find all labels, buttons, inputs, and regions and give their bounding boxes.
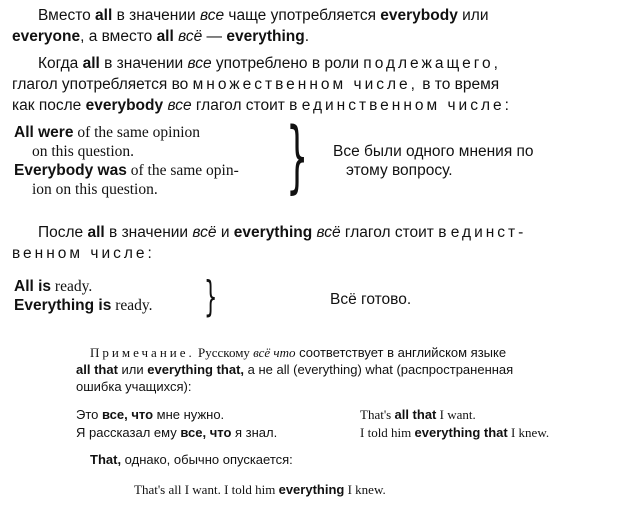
paragraph-1-line-1: Вместо all в значении все чаще употребляется everybody или xyxy=(38,7,489,24)
example-4: That's all I want. I told him everything I knew. xyxy=(134,482,386,497)
paragraph-2-line-3: как после everybody все глагол стоит в единственном числе: xyxy=(12,97,512,114)
note-line-2: all that или everything that, а не all (everything) what (распространенная xyxy=(76,362,514,377)
example-2-en-line-2: Everything is ready. xyxy=(14,297,153,314)
right-curly-brace: } xyxy=(286,112,309,202)
example-1-ru-line-1: Все были одного мнения по xyxy=(333,143,534,160)
example-1-en-line-2: on this question. xyxy=(32,143,135,160)
example-1-en-line-4: ion on this question. xyxy=(32,181,158,198)
paragraph-2-line-1: Когда all в значении все употреблено в роли подлежащего, xyxy=(38,55,501,72)
example-3-ru-line-2: Я рассказал ему все, что я знал. xyxy=(76,425,278,440)
example-1-en-line-3: Everybody was of the same opin- xyxy=(14,162,239,179)
paragraph-3-line-2: венном числе: xyxy=(12,245,155,262)
example-3-ru-line-1: Это все, что мне нужно. xyxy=(76,407,225,422)
example-2-ru: Всё готово. xyxy=(330,291,412,308)
example-1-ru-line-2: этому вопросу. xyxy=(346,162,453,179)
example-2-en-line-1: All is ready. xyxy=(14,278,93,295)
example-3-en-line-2: I told him everything that I knew. xyxy=(360,425,550,440)
paragraph-3-line-1: После all в значении всё и everything всё глагол стоит в единст- xyxy=(38,224,527,241)
paragraph-1-line-2: everyone, а вместо all всё — everything. xyxy=(12,28,310,45)
paragraph-4: That, однако, обычно опускается: xyxy=(90,452,293,467)
note-line-1: Примечание. Русскому всё что соответствует в английском языке xyxy=(90,345,507,360)
paragraph-2-line-2: глагол употребляется во множественном числе, в то время xyxy=(12,76,500,93)
right-curly-brace-small: } xyxy=(204,272,218,321)
note-line-3: ошибка учащихся): xyxy=(76,379,192,394)
example-1-en-line-1: All were of the same opinion xyxy=(14,124,201,141)
example-3-en-line-1: That's all that I want. xyxy=(360,407,476,422)
